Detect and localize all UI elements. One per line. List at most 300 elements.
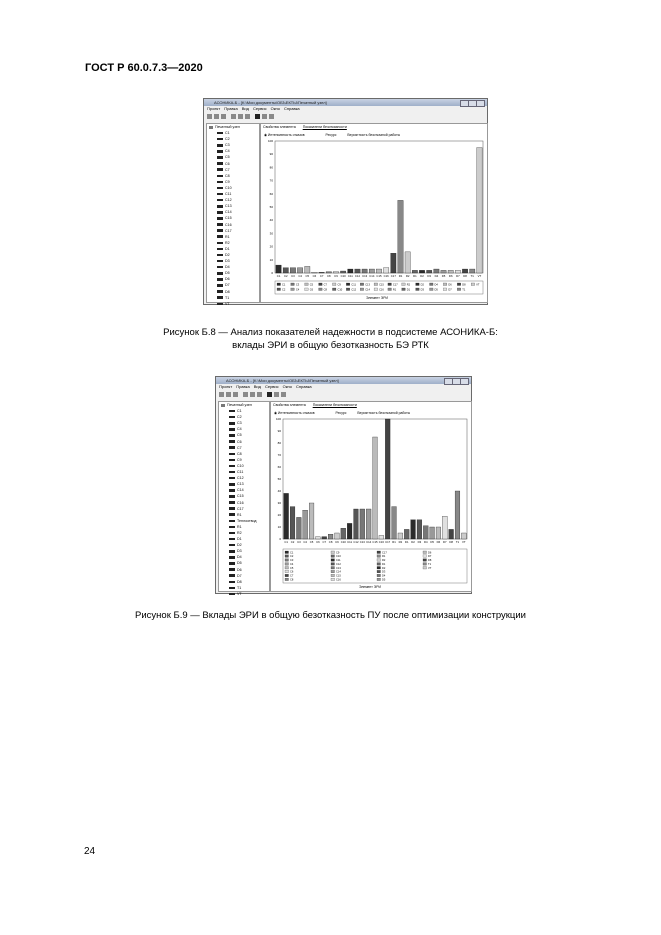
chart-fig1 (261, 124, 487, 302)
option-failure-rate[interactable]: ◉ Интенсивность отказов (274, 411, 315, 415)
bar-C14 (369, 269, 374, 273)
bar-C11 (347, 523, 352, 539)
menu-item[interactable]: Проект (207, 106, 221, 111)
help-icon[interactable] (281, 392, 286, 397)
legend-swatch (305, 288, 309, 291)
legend-label: T1 (462, 288, 466, 292)
legend-swatch (430, 283, 434, 286)
menu-item[interactable]: Проект (219, 384, 233, 389)
menu-item[interactable]: Окно (282, 384, 292, 389)
bar-D4 (434, 269, 439, 273)
component-icon (229, 581, 235, 584)
x-tick-label: R1 (392, 540, 396, 544)
component-icon (217, 162, 223, 165)
option-resource[interactable]: Ресурс (325, 133, 337, 137)
legend-label: C10 (336, 555, 341, 559)
x-tick-label: C2 (283, 274, 288, 278)
component-icon (217, 211, 223, 214)
component-icon (229, 544, 235, 547)
window-titlebar (216, 377, 471, 384)
x-tick-label: D1 (404, 540, 409, 544)
component-icon (217, 278, 223, 281)
component-icon (229, 410, 235, 413)
component-icon (229, 446, 235, 449)
x-tick-label: C6 (316, 540, 320, 544)
legend-swatch (423, 555, 427, 558)
figure-caption-1 (0, 326, 661, 352)
caption-line-2: вклады ЭРИ в общую безотказность БЭ РТК (232, 340, 429, 351)
window-title: АСОНИКА-Б - [K:\Мои документы\ОБЪЕКТЫ\Печатный узел] (214, 100, 327, 105)
x-tick-label: C4 (303, 540, 307, 544)
tree-node-label: D2 (237, 543, 242, 548)
legend-label: C16 (336, 578, 341, 582)
bar-C1 (276, 265, 281, 273)
x-tick-label: C11 (347, 540, 353, 544)
tree-node-label: C17 (237, 506, 244, 511)
legend-swatch (457, 288, 461, 291)
legend-label: C3 (295, 283, 300, 287)
component-icon (217, 235, 223, 238)
bar-VT (477, 148, 482, 273)
close-button[interactable] (460, 378, 469, 385)
tab-reliability-indicators[interactable]: Показатели безотказности (302, 125, 347, 129)
new-icon[interactable] (219, 392, 224, 397)
legend-label: D4 (382, 574, 386, 578)
copy-icon[interactable] (238, 114, 243, 119)
legend-swatch (305, 283, 309, 286)
menu-item[interactable]: Справка (283, 106, 300, 111)
tree-node-label: C10 (225, 185, 232, 190)
legend-swatch (360, 288, 364, 291)
option-probability[interactable]: Вероятность безотказной работы (347, 133, 401, 137)
legend-label: T1 (428, 562, 432, 566)
legend-swatch (402, 288, 406, 291)
results-panel (260, 123, 488, 303)
component-icon (217, 248, 223, 251)
tree-node-label: C1 (225, 131, 230, 136)
legend-label: C14 (336, 570, 341, 574)
x-tick-label: C11 (347, 274, 353, 278)
legend-swatch (374, 283, 378, 286)
tree-node-label: C6 (237, 439, 242, 444)
legend-label: R2 (382, 559, 386, 563)
component-icon (217, 229, 223, 232)
y-tick-label: 40 (277, 489, 281, 493)
menu-item[interactable]: Окно (270, 106, 280, 111)
legend-swatch (331, 551, 335, 554)
legend-label: C13 (365, 283, 370, 287)
x-tick-label: C12 (353, 540, 359, 544)
bar-C15 (373, 437, 378, 539)
legend-label: C17 (382, 551, 387, 555)
legend-label: D7 (448, 288, 452, 292)
cut-icon[interactable] (231, 114, 236, 119)
legend-label: C9 (337, 283, 341, 287)
legend-swatch (388, 288, 392, 291)
x-tick-label: D6 (436, 540, 441, 544)
component-icon (229, 556, 235, 559)
legend-label: C12 (351, 288, 357, 292)
x-tick-label: C2 (290, 540, 295, 544)
legend-label: C6 (309, 288, 314, 292)
x-tick-label: T1 (470, 274, 474, 278)
y-tick-label: 40 (269, 218, 273, 223)
component-icon (229, 471, 235, 474)
bar-C7 (319, 272, 324, 273)
bar-C9 (333, 272, 338, 273)
bar-D3 (427, 270, 432, 273)
option-resource[interactable]: Ресурс (335, 411, 347, 415)
bar-C17 (385, 419, 390, 539)
legend-label: R1 (382, 555, 386, 559)
x-tick-label: D8 (463, 274, 467, 278)
component-icon (229, 483, 235, 486)
legend-label: D7 (428, 555, 432, 559)
save-icon[interactable] (221, 114, 226, 119)
component-icon (229, 568, 235, 571)
save-icon[interactable] (233, 392, 238, 397)
legend-label: D3 (420, 288, 424, 292)
legend-label: C8 (290, 578, 294, 582)
x-tick-label: C9 (335, 540, 339, 544)
legend-label: C1 (282, 283, 286, 287)
legend-label: D6 (428, 551, 432, 555)
option-probability[interactable]: Вероятность безотказной работы (357, 411, 411, 415)
legend-label: D3 (382, 570, 386, 574)
tree-node-label: D6 (237, 567, 242, 572)
legend-label: C4 (295, 288, 300, 292)
x-tick-label: D7 (456, 274, 460, 278)
cut-icon[interactable] (243, 392, 248, 397)
tree-node-label: D7 (237, 573, 242, 578)
legend-swatch (331, 559, 335, 562)
x-tick-label: C10 (340, 274, 346, 278)
tree-node-label: C7 (237, 445, 242, 450)
new-icon[interactable] (207, 114, 212, 119)
legend-label: D2 (420, 283, 424, 287)
legend (283, 549, 467, 583)
legend-label: D4 (434, 283, 438, 287)
component-icon (229, 501, 235, 504)
tree-node-label: C5 (225, 155, 230, 160)
tree-node-label: Печатный узел (215, 125, 240, 129)
legend-label: C2 (290, 555, 294, 559)
tree-node-label: R2 (237, 530, 242, 535)
tree-node-label: C2 (225, 137, 230, 142)
bar-D6 (436, 527, 441, 539)
y-tick-label: 80 (277, 441, 281, 445)
legend-swatch (285, 567, 289, 570)
tree-node-label: R1 (237, 524, 242, 529)
tree-node-label: C15 (237, 494, 244, 499)
x-tick-label: C1 (276, 274, 281, 278)
copy-icon[interactable] (250, 392, 255, 397)
x-tick-label: C12 (354, 274, 361, 278)
legend-label: R1 (392, 288, 397, 292)
paste-icon[interactable] (245, 114, 250, 119)
legend-swatch (377, 555, 381, 558)
tree-node-label: C12 (225, 198, 232, 203)
plot-area (275, 141, 483, 273)
x-tick-label: C13 (359, 540, 365, 544)
component-icon (229, 440, 235, 443)
y-tick-label: 100 (267, 139, 273, 143)
legend-label: VT (428, 566, 432, 570)
y-tick-label: 50 (269, 205, 273, 209)
component-icon (217, 193, 223, 196)
table-icon[interactable] (274, 392, 279, 397)
tree-node-label: R2 (225, 240, 230, 245)
legend-swatch (377, 559, 381, 562)
x-tick-label: D5 (430, 540, 434, 544)
menu-item[interactable]: Сервис (264, 384, 279, 389)
app-window-fig2 (215, 376, 472, 594)
component-icon (217, 175, 223, 178)
tree-node[interactable] (219, 591, 269, 597)
legend-label: C5 (290, 566, 294, 570)
x-tick-label: D4 (423, 540, 428, 544)
component-icon (217, 284, 223, 287)
bar-C8 (328, 534, 333, 539)
option-failure-rate[interactable]: ◉ Интенсивность отказов (264, 133, 305, 137)
y-tick-label: 0 (279, 537, 281, 541)
legend-swatch (285, 559, 289, 562)
legend-swatch (388, 283, 392, 286)
tree-node-label: C13 (237, 482, 244, 487)
bar-C2 (283, 268, 288, 273)
tree-node-label: C9 (225, 179, 230, 184)
legend-swatch (377, 563, 381, 566)
legend-swatch (423, 563, 427, 566)
component-icon (229, 459, 235, 462)
x-tick-label: D1 (413, 274, 417, 278)
menu-item[interactable]: Правка (224, 106, 238, 111)
component-icon (217, 156, 223, 159)
open-icon[interactable] (226, 392, 231, 397)
bar-C10 (340, 271, 345, 273)
legend-swatch (285, 555, 289, 558)
bar-C12 (354, 509, 359, 539)
legend-swatch (331, 570, 335, 573)
window-title: АСОНИКА-Б - [K:\Мои документы\ОБЪЕКТЫ\Печатный узел] (226, 378, 339, 383)
tree-node-label: C5 (237, 433, 242, 438)
folder-icon (209, 126, 213, 129)
tree-node-label: C13 (225, 204, 232, 209)
help-icon[interactable] (269, 114, 274, 119)
legend-label: C10 (337, 288, 343, 292)
component-icon (229, 434, 235, 437)
y-tick-label: 90 (277, 429, 281, 433)
bar-C7 (322, 537, 327, 539)
menu-item[interactable]: Вид (241, 106, 249, 111)
legend-swatch (377, 567, 381, 570)
legend-swatch (285, 574, 289, 577)
tree-node-label: R1 (225, 234, 230, 239)
chart-icon[interactable] (255, 114, 260, 119)
legend-swatch (331, 578, 335, 581)
legend-swatch (331, 563, 335, 566)
tree-node-label: D6 (225, 277, 230, 282)
tree-node-label: D8 (225, 289, 230, 294)
bar-C1 (284, 493, 289, 539)
x-tick-label: C13 (362, 274, 368, 278)
x-tick-label: D2 (420, 274, 424, 278)
legend-label: VT (476, 283, 480, 287)
tree-node-label: C17 (225, 228, 232, 233)
caption-line: Рисунок Б.9 — Вклады ЭРИ в общую безотказность ПУ после оптимизации конструкции (135, 610, 526, 621)
legend-swatch (377, 578, 381, 581)
tree-node-label: Теплоотвод (237, 518, 257, 523)
document-header: ГОСТ Р 60.0.7.3—2020 (85, 62, 203, 74)
bar-C4 (297, 268, 302, 273)
component-icon (217, 144, 223, 147)
component-icon (217, 254, 223, 257)
tab-element-properties[interactable]: Свойства элемента (273, 403, 306, 407)
bar-C3 (296, 517, 301, 539)
legend-swatch (457, 283, 461, 286)
x-tick-label: T1 (455, 540, 460, 544)
x-tick-label: C5 (309, 540, 314, 544)
component-icon (229, 495, 235, 498)
component-icon (217, 138, 223, 141)
bar-D2 (419, 270, 424, 273)
legend-swatch (332, 283, 336, 286)
menu-item[interactable]: Правка (236, 384, 250, 389)
tree-node-label: T1 (237, 585, 242, 590)
bar-C13 (362, 269, 367, 273)
tree-node-label: C16 (225, 222, 232, 227)
legend-swatch (319, 283, 323, 286)
legend-label: R2 (406, 283, 411, 287)
legend-swatch (377, 570, 381, 573)
tree-node-label: D4 (225, 265, 230, 270)
tree-node-label: D2 (225, 252, 230, 257)
bar-C9 (335, 533, 340, 539)
legend-swatch (443, 283, 447, 286)
legend-swatch (416, 283, 420, 286)
tab-element-properties[interactable]: Свойства элемента (263, 125, 296, 129)
tree-node-label: D3 (237, 549, 242, 554)
legend-swatch (423, 551, 427, 554)
y-tick-label: 80 (269, 165, 273, 170)
open-icon[interactable] (214, 114, 219, 119)
component-icon (217, 217, 223, 220)
legend-swatch (346, 288, 350, 291)
x-tick-label: C10 (340, 540, 346, 544)
bar-VT (461, 533, 466, 539)
legend-swatch (331, 567, 335, 570)
tree-node-label: VT (237, 591, 242, 596)
x-tick-label: C5 (305, 274, 310, 278)
component-icon (229, 477, 235, 480)
tree-node-label: C4 (225, 149, 230, 154)
component-icon (229, 587, 235, 590)
legend-label: C8 (323, 288, 327, 292)
legend-label: D8 (462, 283, 466, 287)
menu-item[interactable]: Вид (253, 384, 261, 389)
bar-D6 (448, 270, 453, 273)
legend-swatch (331, 574, 335, 577)
component-icon (229, 416, 235, 419)
legend-swatch (423, 567, 427, 570)
tree-node-label: C14 (225, 210, 232, 215)
legend-swatch (285, 551, 289, 554)
results-panel (270, 401, 472, 592)
tree-node-label: C16 (237, 500, 244, 505)
component-icon (229, 465, 235, 468)
x-tick-label: C4 (298, 274, 302, 278)
bar-C17 (391, 253, 396, 273)
x-tick-label: D4 (434, 274, 439, 278)
tree-node-label: D4 (237, 555, 242, 560)
component-icon (217, 260, 223, 263)
bar-C10 (341, 528, 346, 539)
component-icon (229, 593, 235, 596)
x-tick-label: C3 (291, 274, 295, 278)
x-tick-label: C17 (390, 274, 396, 278)
y-tick-label: 60 (277, 465, 281, 469)
bar-C2 (290, 507, 295, 539)
bar-R1 (392, 507, 397, 539)
paste-icon[interactable] (257, 392, 262, 397)
legend-swatch (346, 283, 350, 286)
bar-D8 (462, 269, 467, 273)
tree-node-label: C12 (237, 476, 244, 481)
component-icon (229, 520, 235, 523)
component-icon (229, 562, 235, 565)
page-number: 24 (84, 846, 96, 857)
legend-label: C14 (365, 288, 370, 292)
legend-label: C11 (351, 283, 356, 287)
table-icon[interactable] (262, 114, 267, 119)
component-icon (217, 266, 223, 269)
bar-C5 (309, 503, 314, 539)
close-button[interactable] (476, 100, 485, 107)
bar-D1 (412, 270, 417, 273)
legend-swatch (291, 283, 295, 286)
legend-label: D2 (382, 566, 386, 570)
component-icon (217, 303, 223, 306)
tree-node-label: C3 (237, 421, 242, 426)
chart-icon[interactable] (267, 392, 272, 397)
legend-label: C17 (392, 283, 398, 287)
x-tick-label: D3 (427, 274, 431, 278)
tree-node[interactable] (207, 301, 259, 307)
component-icon (229, 489, 235, 492)
x-tick-label: D5 (441, 274, 446, 278)
tree-node-label: D5 (237, 561, 242, 566)
legend-label: D8 (428, 559, 432, 563)
menu-item[interactable]: Сервис (252, 106, 267, 111)
legend-swatch (374, 288, 378, 291)
legend-swatch (443, 288, 447, 291)
component-icon (229, 422, 235, 425)
caption-line-1: Рисунок Б.8 — Анализ показателей надежности в подсистеме АСОНИКА-Б: (163, 327, 498, 338)
legend-swatch (360, 283, 364, 286)
component-icon (229, 574, 235, 577)
tab-reliability-indicators[interactable]: Показатели безотказности (312, 403, 357, 407)
tree-node-label: C2 (237, 415, 242, 420)
legend-label: C3 (290, 559, 294, 563)
bar-D8 (449, 529, 454, 539)
x-tick-label: R2 (398, 540, 403, 544)
legend-swatch (416, 288, 420, 291)
legend-swatch (377, 551, 381, 554)
bar-D4 (423, 526, 428, 539)
menu-item[interactable]: Справка (295, 384, 312, 389)
toolbar (204, 112, 487, 121)
bar-C16 (383, 268, 388, 273)
